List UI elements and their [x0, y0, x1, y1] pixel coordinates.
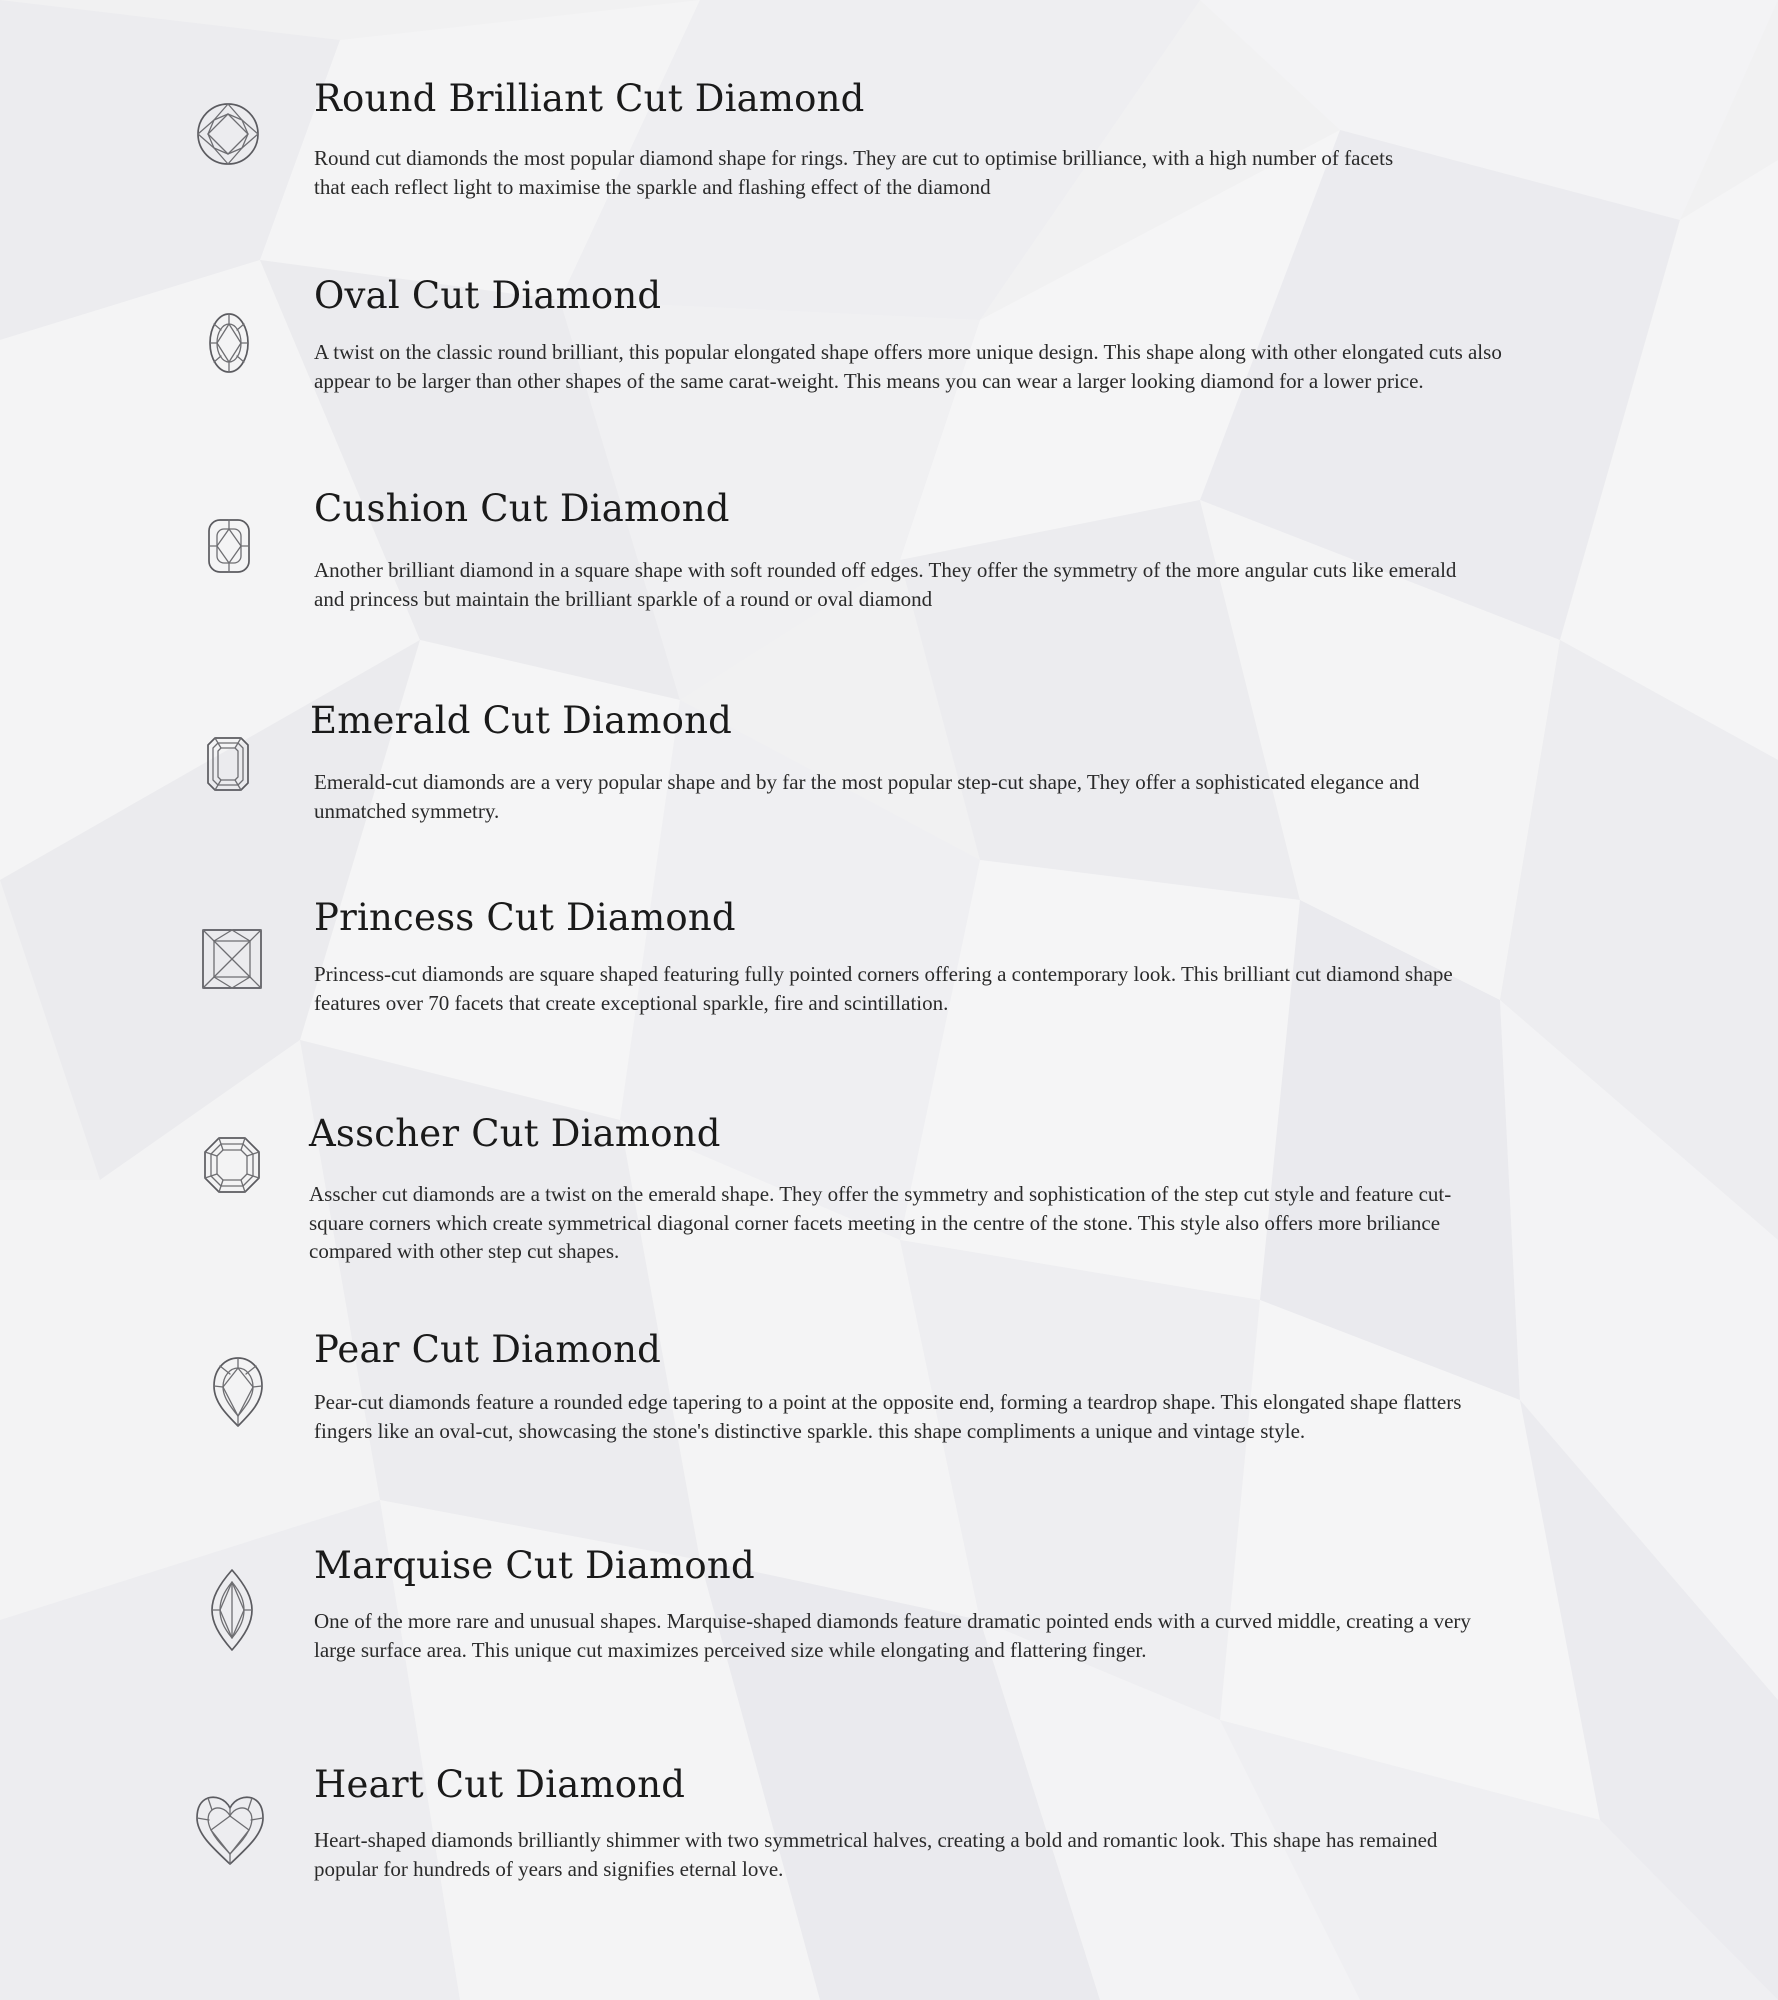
- heart-diamond-icon: [195, 1794, 265, 1866]
- princess-description: Princess-cut diamonds are square shaped featuring fully pointed corners offering a contemporary look. This brilliant cut diamond shape features over 70 facets that create exceptional sparkle, fire and scintillation.: [314, 962, 1453, 1015]
- oval-description: A twist on the classic round brilliant, this popular elongated shape offers more unique design. This shape along with other elongated cuts also appear to be larger than other shapes of the same carat-weight. This means you can wear a larger looking diamond for a lower price.: [314, 340, 1502, 393]
- marquise-diamond-icon: [210, 1568, 254, 1652]
- pear-diamond-icon: [212, 1356, 264, 1428]
- asscher-description: Asscher cut diamonds are a twist on the emerald shape. They offer the symmetry and sophistication of the step cut style and feature cut-square corners which create symmetrical diagonal corner facets meeting in the centre of the stone. This style also offers more briliance compared with other step cut shapes.: [309, 1182, 1452, 1263]
- round-brilliant-title: Round Brilliant Cut Diamond: [314, 77, 865, 120]
- cushion-title: Cushion Cut Diamond: [314, 487, 730, 530]
- heart-title: Heart Cut Diamond: [314, 1763, 686, 1806]
- asscher-diamond-icon: [203, 1136, 261, 1194]
- marquise-description: One of the more rare and unusual shapes. Marquise-shaped diamonds feature dramatic pointed ends with a curved middle, creating a very large surface area. This unique cut maximizes perceived size while elongating and flattering finger.: [314, 1609, 1471, 1662]
- asscher-title: Asscher Cut Diamond: [309, 1112, 721, 1155]
- oval-title: Oval Cut Diamond: [314, 274, 662, 317]
- emerald-diamond-icon: [206, 736, 250, 792]
- heart-description: Heart-shaped diamonds brilliantly shimmer with two symmetrical halves, creating a bold and romantic look. This shape has remained popular for hundreds of years and signifies eternal love.: [314, 1828, 1438, 1881]
- pear-description: Pear-cut diamonds feature a rounded edge tapering to a point at the opposite end, forming a teardrop shape. This elongated shape flatters fingers like an oval-cut, showcasing the stone's distinctive sparkle. this shape compliments a unique and vintage style.: [314, 1390, 1462, 1443]
- princess-diamond-icon: [201, 928, 263, 990]
- emerald-description: Emerald-cut diamonds are a very popular shape and by far the most popular step-cut shape, They offer a sophisticated elegance and unmatched symmetry.: [314, 770, 1420, 823]
- marquise-title: Marquise Cut Diamond: [314, 1544, 755, 1587]
- cushion-diamond-icon: [207, 518, 251, 574]
- princess-title: Princess Cut Diamond: [314, 896, 736, 939]
- pear-title: Pear Cut Diamond: [314, 1328, 662, 1371]
- cushion-description: Another brilliant diamond in a square shape with soft rounded off edges. They offer the symmetry of the more angular cuts like emerald and princess but maintain the brilliant sparkle of a round or oval diamond: [314, 558, 1457, 611]
- emerald-title: Emerald Cut Diamond: [310, 699, 733, 742]
- round-brilliant-diamond-icon: [196, 102, 260, 166]
- round-brilliant-description: Round cut diamonds the most popular diamond shape for rings. They are cut to optimise brilliance, with a high number of facets that each reflect light to maximise the sparkle and flashing effect of the diamond: [314, 146, 1394, 199]
- oval-diamond-icon: [208, 312, 250, 374]
